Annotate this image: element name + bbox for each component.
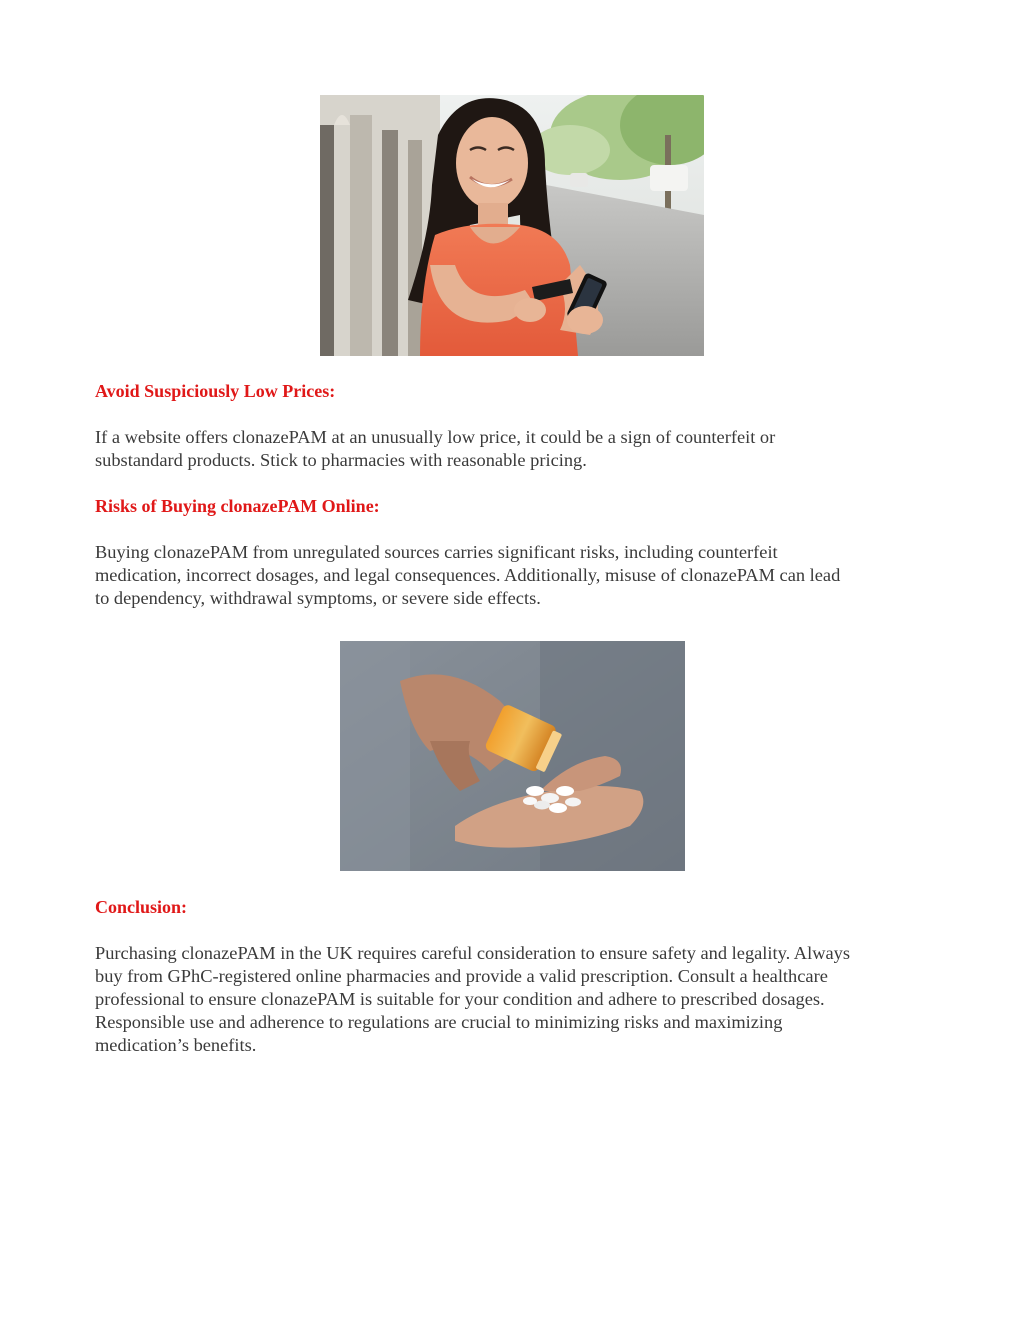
text-line: to dependency, withdrawal symptoms, or severe side effects. <box>95 588 541 608</box>
text-line: buy from GPhC-registered online pharmacies and provide a valid prescription. Consult a healthcare <box>95 966 828 986</box>
paragraph-risks <box>95 541 935 610</box>
heading-risks: Risks of Buying clonazePAM Online: <box>95 496 380 516</box>
text-line: Purchasing clonazePAM in the UK requires careful consideration to ensure safety and legality. Always <box>95 943 850 963</box>
text-line: Responsible use and adherence to regulations are crucial to minimizing risks and maximizing <box>95 1012 783 1032</box>
text-line: If a website offers clonazePAM at an unusually low price, it could be a sign of counterfeit or <box>95 427 776 447</box>
paragraph-conclusion <box>95 942 935 1057</box>
woman-with-phone-photo <box>320 95 704 356</box>
pills-in-hand-photo <box>340 641 685 871</box>
text-line: medication, incorrect dosages, and legal consequences. Additionally, misuse of clonazePAM can lead <box>95 565 841 585</box>
text-line: medication’s benefits. <box>95 1035 257 1055</box>
heading-low-prices: Avoid Suspiciously Low Prices: <box>95 381 336 401</box>
paragraph-low-prices <box>95 426 935 472</box>
text-line: Buying clonazePAM from unregulated sources carries significant risks, including counterfeit <box>95 542 778 562</box>
text-line: professional to ensure clonazePAM is suitable for your condition and adhere to prescribed dosages. <box>95 989 825 1009</box>
text-line: substandard products. Stick to pharmacies with reasonable pricing. <box>95 450 587 470</box>
heading-conclusion: Conclusion: <box>95 897 188 917</box>
